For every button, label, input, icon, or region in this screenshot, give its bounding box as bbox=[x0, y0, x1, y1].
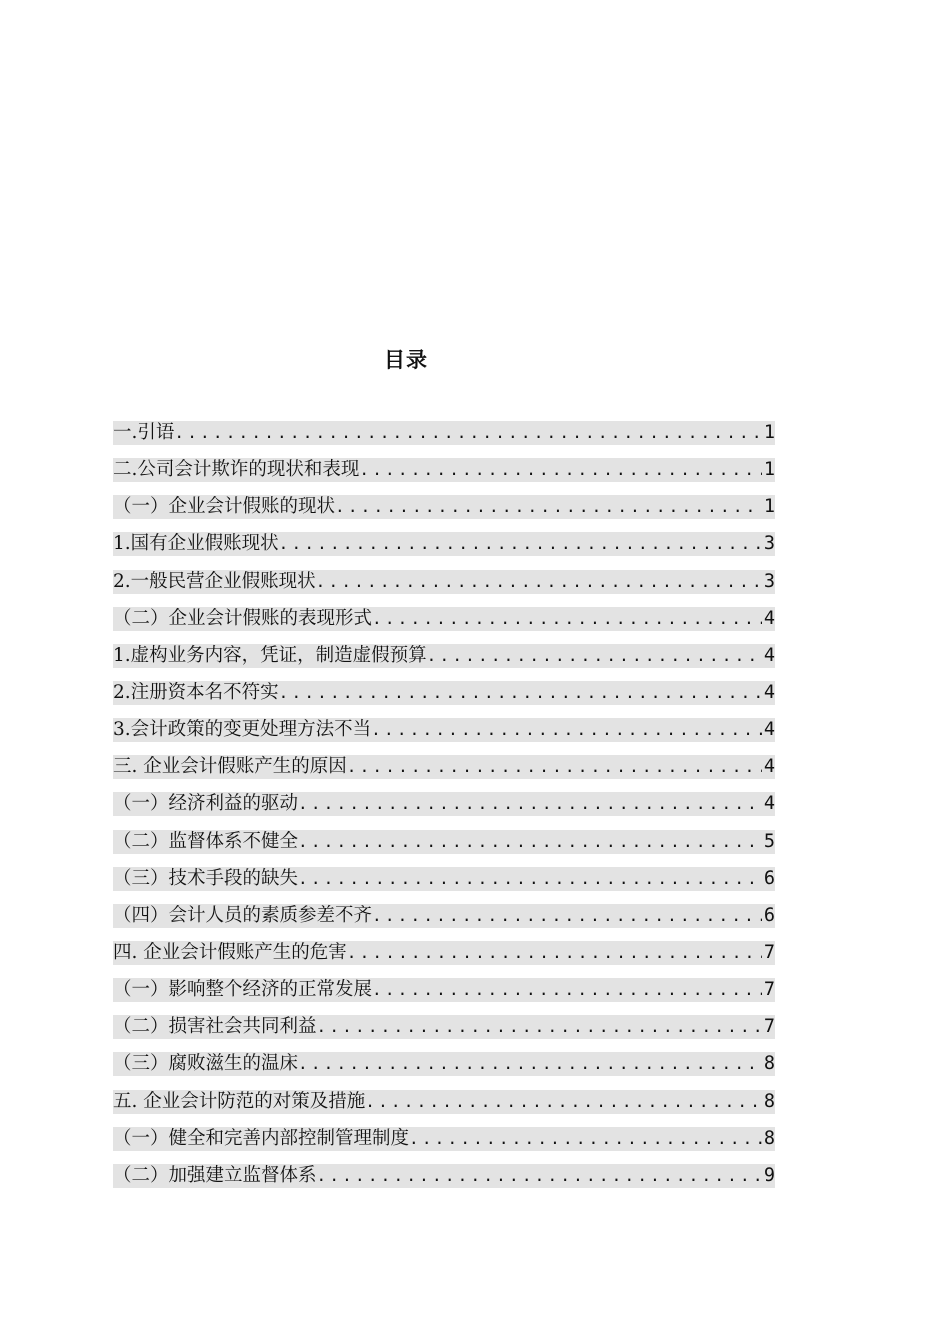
toc-page-number: 4 bbox=[763, 756, 775, 778]
toc-page-number: 8 bbox=[763, 1090, 775, 1112]
toc-entry-text: 二.公司会计欺诈的现状和表现 bbox=[113, 459, 360, 481]
toc-page-number: 8 bbox=[763, 1127, 775, 1149]
toc-dot-leader bbox=[372, 607, 762, 631]
toc-dot-leader bbox=[359, 458, 761, 482]
toc-entry[interactable] bbox=[113, 755, 775, 779]
toc-entry[interactable] bbox=[113, 792, 775, 816]
toc-entry[interactable] bbox=[113, 495, 775, 519]
toc-entry-text: 3.会计政策的变更处理方法不当 bbox=[113, 719, 372, 741]
toc-title: 目录 bbox=[384, 348, 428, 372]
toc-entry-text: 一.引语 bbox=[113, 422, 175, 443]
toc-dot-leader bbox=[427, 644, 762, 668]
toc-entry[interactable] bbox=[113, 1052, 775, 1076]
toc-dot-leader bbox=[335, 495, 762, 519]
toc-dot-leader bbox=[371, 718, 762, 742]
toc-page-number: 4 bbox=[763, 607, 775, 629]
toc-list bbox=[113, 421, 775, 1201]
toc-page-number: 1 bbox=[763, 459, 775, 481]
toc-entry[interactable] bbox=[113, 607, 775, 631]
toc-entry-text: 三. 企业会计假账产生的原因 bbox=[113, 756, 347, 778]
toc-page-number: 7 bbox=[763, 1016, 775, 1038]
toc-dot-leader bbox=[372, 978, 762, 1002]
toc-dot-leader bbox=[317, 1164, 762, 1188]
toc-entry-text: 四. 企业会计假账产生的危害 bbox=[113, 941, 347, 963]
toc-dot-leader bbox=[347, 755, 762, 779]
toc-dot-leader bbox=[279, 532, 762, 556]
toc-page-number: 9 bbox=[763, 1164, 775, 1186]
toc-entry-text: （二）加强建立监督体系 bbox=[113, 1164, 317, 1186]
toc-entry[interactable] bbox=[113, 1090, 775, 1114]
toc-dot-leader bbox=[372, 904, 762, 928]
toc-entry-text: （二）企业会计假账的表现形式 bbox=[113, 607, 373, 629]
toc-entry[interactable] bbox=[113, 421, 775, 445]
toc-entry[interactable] bbox=[113, 458, 775, 482]
toc-dot-leader bbox=[298, 1052, 762, 1076]
toc-entry-text: 2.一般民营企业假账现状 bbox=[113, 570, 316, 592]
toc-dot-leader bbox=[298, 830, 762, 854]
toc-entry[interactable] bbox=[113, 570, 775, 594]
toc-entry[interactable] bbox=[113, 532, 775, 556]
toc-page-number: 3 bbox=[763, 533, 775, 555]
toc-entry[interactable] bbox=[113, 1164, 775, 1188]
toc-dot-leader bbox=[298, 867, 762, 891]
toc-entry-text: 1.国有企业假账现状 bbox=[113, 533, 279, 555]
toc-entry[interactable] bbox=[113, 644, 775, 668]
toc-page-number: 6 bbox=[763, 904, 775, 926]
toc-page-number: 5 bbox=[763, 830, 775, 852]
toc-dot-leader bbox=[316, 570, 762, 594]
toc-page-number: 1 bbox=[763, 422, 775, 443]
toc-entry-text: （一）影响整个经济的正常发展 bbox=[113, 979, 373, 1001]
toc-page-number: 6 bbox=[763, 867, 775, 889]
toc-entry-text: 2.注册资本名不符实 bbox=[113, 681, 279, 703]
toc-page-number: 8 bbox=[763, 1053, 775, 1075]
toc-dot-leader bbox=[279, 681, 762, 705]
toc-page-number: 4 bbox=[763, 681, 775, 703]
toc-entry-text: （三）腐败滋生的温床 bbox=[113, 1053, 299, 1075]
toc-page-number: 4 bbox=[763, 719, 775, 741]
toc-page-number: 3 bbox=[763, 570, 775, 592]
toc-page-number: 7 bbox=[763, 941, 775, 963]
toc-entry[interactable] bbox=[113, 1015, 775, 1039]
toc-entry[interactable] bbox=[113, 1127, 775, 1151]
toc-entry-text: （一）健全和完善内部控制管理制度 bbox=[113, 1127, 410, 1149]
toc-page-number: 4 bbox=[763, 793, 775, 815]
toc-entry[interactable] bbox=[113, 867, 775, 891]
toc-entry[interactable] bbox=[113, 978, 775, 1002]
toc-dot-leader bbox=[174, 421, 761, 445]
toc-entry-text: （四）会计人员的素质参差不齐 bbox=[113, 904, 373, 926]
toc-page-number: 4 bbox=[763, 644, 775, 666]
toc-dot-leader bbox=[298, 792, 762, 816]
toc-page-number: 7 bbox=[763, 979, 775, 1001]
toc-entry[interactable] bbox=[113, 904, 775, 928]
toc-dot-leader bbox=[409, 1127, 762, 1151]
toc-dot-leader bbox=[365, 1090, 762, 1114]
toc-page-number: 1 bbox=[763, 496, 775, 518]
toc-entry[interactable] bbox=[113, 941, 775, 965]
toc-entry-text: （三）技术手段的缺失 bbox=[113, 867, 299, 889]
toc-entry-text: （一）企业会计假账的现状 bbox=[113, 496, 336, 518]
toc-entry-text: （一）经济利益的驱动 bbox=[113, 793, 299, 815]
toc-entry[interactable] bbox=[113, 681, 775, 705]
toc-dot-leader bbox=[317, 1015, 762, 1039]
toc-entry-text: 1.虚构业务内容，凭证，制造虚假预算 bbox=[113, 644, 427, 666]
toc-entry[interactable] bbox=[113, 718, 775, 742]
toc-entry-text: 五. 企业会计防范的对策及措施 bbox=[113, 1090, 366, 1112]
toc-entry-text: （二）监督体系不健全 bbox=[113, 830, 299, 852]
toc-entry[interactable] bbox=[113, 830, 775, 854]
toc-dot-leader bbox=[347, 941, 762, 965]
toc-entry-text: （二）损害社会共同利益 bbox=[113, 1016, 317, 1038]
